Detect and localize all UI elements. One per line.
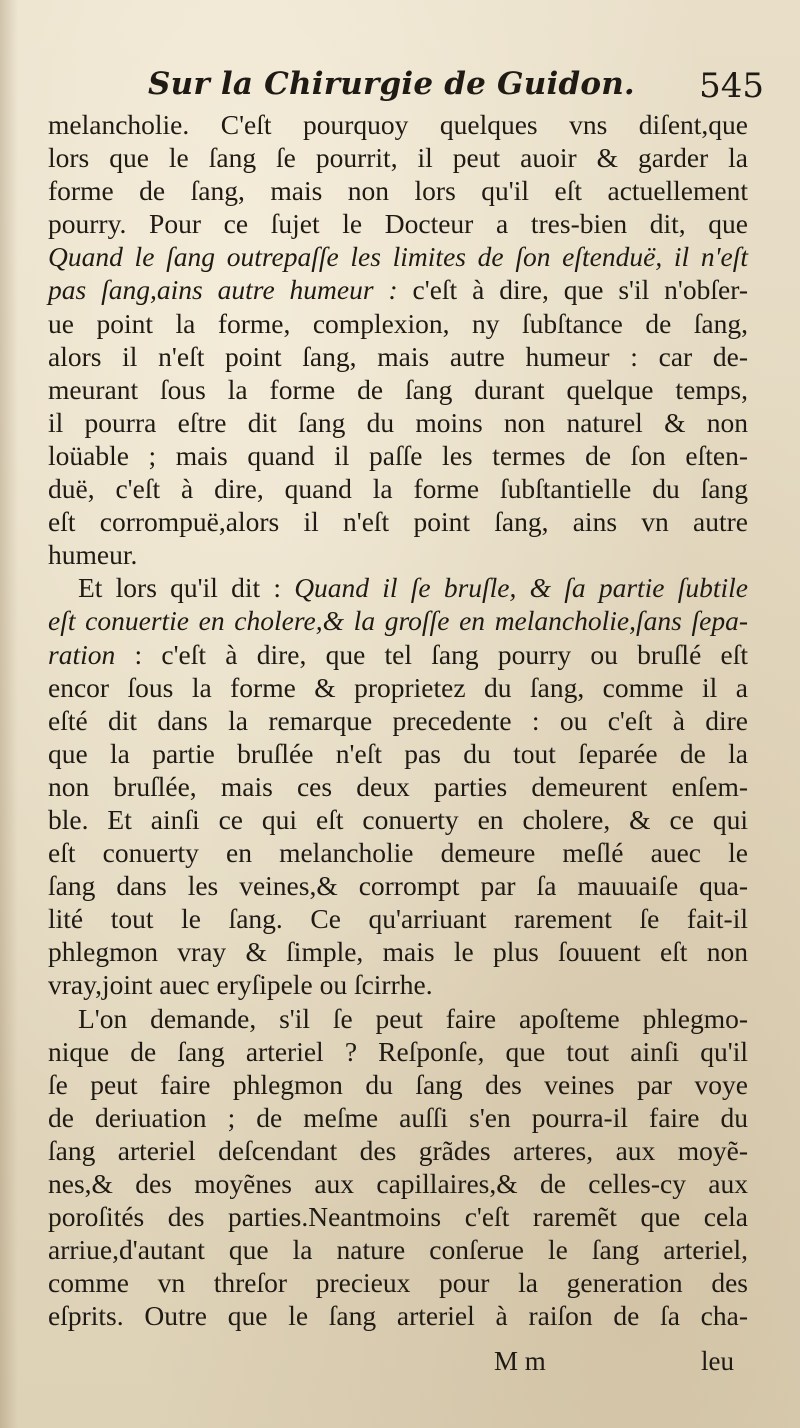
roman-text: eſt corrompuë,alors il n'eſt point ſang, ains vn autre bbox=[48, 506, 748, 538]
roman-text: de deriuation ; de meſme auſſi s'en pourra-il faire du bbox=[48, 1101, 748, 1133]
italic-text: Quand il ſe bruſle, & ſa partie ſubtile bbox=[294, 572, 748, 604]
italic-text: Quand le ſang outrepaſſe les limites de ſon eſtenduë, il n'eſt bbox=[48, 241, 748, 273]
roman-text: duë, c'eſt à dire, quand la forme ſubſtantielle du ſang bbox=[48, 473, 748, 505]
roman-text: : c'eſt à dire, que tel ſang pourry ou bruſlé eſt bbox=[115, 638, 748, 670]
text-line bbox=[48, 174, 748, 207]
roman-text: nes,& des moyẽnes aux capillaires,& de celles-cy aux bbox=[48, 1168, 748, 1199]
text-line bbox=[48, 141, 748, 174]
roman-text: L'on demande, s'il ſe peut faire apoſteme phlegmo- bbox=[78, 1002, 748, 1034]
body-text bbox=[48, 108, 748, 1332]
text-line bbox=[48, 604, 748, 637]
text-line bbox=[48, 869, 748, 902]
roman-text: pourry. Pour ce ſujet le Docteur a tres-bien dit, que bbox=[48, 208, 748, 240]
text-line bbox=[48, 704, 748, 737]
roman-text: lité tout le ſang. Ce qu'arriuant rarement ſe fait-il bbox=[48, 903, 748, 935]
roman-text: lors que le ſang ſe pourrit, il peut auoir & garder la bbox=[48, 142, 748, 174]
roman-text: non bruſlée, mais ces deux parties demeurent enſem- bbox=[48, 770, 748, 802]
roman-text: ue point la forme, complexion, ny ſubſtance de ſang, bbox=[48, 307, 748, 339]
text-line bbox=[48, 373, 748, 406]
text-line bbox=[48, 671, 748, 704]
text-line bbox=[48, 1266, 748, 1299]
text-line bbox=[48, 1002, 748, 1035]
text-line bbox=[48, 1167, 748, 1200]
text-line bbox=[48, 1299, 748, 1332]
italic-text: ration bbox=[48, 638, 116, 670]
roman-text: ſang arteriel deſcendant des grãdes arteres, aux moyẽ- bbox=[48, 1134, 748, 1166]
roman-text: phlegmon vray & ſimple, mais le plus ſouuent eſt non bbox=[48, 936, 748, 968]
text-line bbox=[48, 538, 748, 571]
text-line bbox=[48, 406, 748, 439]
italic-text: eſt conuertie en cholere,& la groſſe en melancholie,ſans ſepa- bbox=[48, 605, 748, 637]
roman-text: eſprits. Outre que le ſang arteriel à raiſon de ſa cha- bbox=[48, 1300, 748, 1332]
roman-text: ſang dans les veines,& corrompt par ſa mauuaiſe qua- bbox=[48, 870, 748, 902]
roman-text: forme de ſang, mais non lors qu'il eſt actuellement bbox=[48, 175, 748, 207]
italic-text: pas ſang,ains autre humeur : bbox=[48, 274, 413, 306]
text-line bbox=[48, 803, 748, 836]
text-line bbox=[48, 1233, 748, 1266]
text-line bbox=[48, 638, 748, 671]
text-line bbox=[48, 1035, 748, 1068]
roman-text: que la partie bruſlée n'eſt pas du tout ſeparée de la bbox=[48, 737, 748, 769]
text-line bbox=[48, 1068, 748, 1101]
page-number: 545 bbox=[699, 66, 764, 106]
text-line bbox=[48, 439, 748, 472]
page-footer bbox=[48, 1346, 748, 1380]
signature-mark: M m bbox=[494, 1346, 546, 1376]
roman-text: poroſités des parties.Neantmoins c'eſt raremẽt que cela bbox=[48, 1201, 748, 1233]
text-line bbox=[48, 240, 748, 273]
text-line bbox=[48, 505, 748, 538]
roman-text: eſt conuerty en melancholie demeure meſlé auec le bbox=[48, 837, 748, 869]
text-line bbox=[48, 770, 748, 803]
roman-text: eſté dit dans la remarque precedente : ou c'eſt à dire bbox=[48, 704, 748, 736]
roman-text: melancholie. C'eſt pourquoy quelques vns diſent,que bbox=[48, 109, 748, 140]
roman-text: comme vn threſor precieux pour la generation des bbox=[48, 1267, 748, 1299]
roman-text: alors il n'eſt point ſang, mais autre humeur : car de- bbox=[48, 340, 748, 372]
text-line bbox=[48, 737, 748, 770]
roman-text: vray,joint auec eryſipele ou ſcirrhe. bbox=[48, 969, 433, 1001]
running-title: Sur la Chirurgie de Guidon. bbox=[148, 66, 635, 102]
text-line bbox=[48, 1134, 748, 1167]
text-line bbox=[48, 571, 748, 604]
roman-text: nique de ſang arteriel ? Reſponſe, que tout ainſi qu'il bbox=[48, 1035, 748, 1067]
text-line bbox=[48, 472, 748, 505]
roman-text: loüable ; mais quand il paſſe les termes de ſon eſten- bbox=[48, 439, 748, 471]
text-line bbox=[48, 307, 748, 340]
roman-text: arriue,d'autant que la nature conſerue le ſang arteriel, bbox=[48, 1234, 748, 1266]
text-line bbox=[48, 1101, 748, 1134]
roman-text: meurant ſous la forme de ſang durant quelque temps, bbox=[48, 373, 748, 405]
text-line bbox=[48, 935, 748, 968]
roman-text: c'eſt à dire, que s'il n'obſer- bbox=[412, 274, 748, 306]
roman-text: humeur. bbox=[48, 539, 138, 571]
catchword: leu bbox=[701, 1346, 734, 1376]
roman-text: Et lors qu'il dit : bbox=[78, 572, 295, 604]
text-line bbox=[48, 273, 748, 306]
roman-text: ble. Et ainſi ce qui eſt conuerty en cholere, & ce qui bbox=[48, 803, 748, 835]
roman-text: encor ſous la forme & proprietez du ſang, comme il a bbox=[48, 671, 748, 703]
text-line bbox=[48, 1200, 748, 1233]
text-line bbox=[48, 340, 748, 373]
text-line bbox=[48, 108, 748, 141]
text-line bbox=[48, 836, 748, 869]
roman-text: il pourra eſtre dit ſang du moins non naturel & non bbox=[48, 406, 748, 438]
text-line bbox=[48, 968, 748, 1001]
roman-text: ſe peut faire phlegmon du ſang des veines par voye bbox=[48, 1068, 748, 1100]
text-line bbox=[48, 207, 748, 240]
text-line bbox=[48, 902, 748, 935]
